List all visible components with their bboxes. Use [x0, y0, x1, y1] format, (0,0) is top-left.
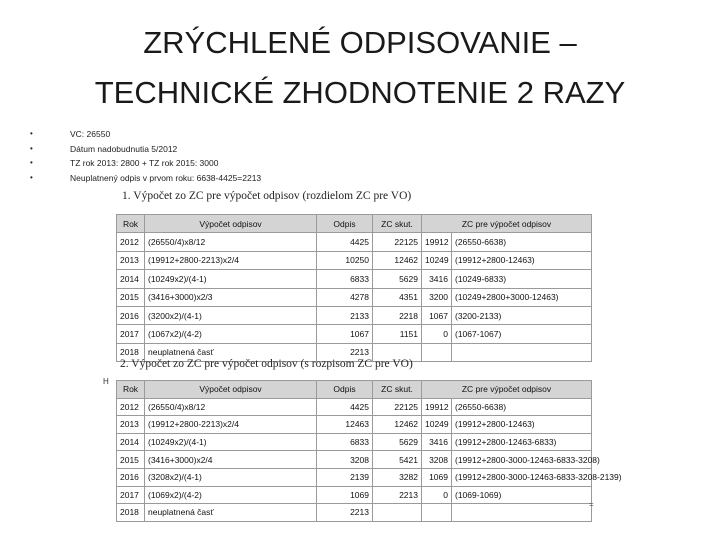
- cell-actual-residual: 4351: [373, 288, 422, 306]
- cell-residual-formula: (10249+2800+3000-12463): [452, 288, 592, 306]
- cell-depreciation: 2133: [317, 306, 373, 324]
- row-marker: H: [103, 377, 109, 386]
- cell-depreciation: 2213: [317, 343, 373, 361]
- cell-actual-residual: 3282: [373, 468, 422, 486]
- cell-year: 2018: [117, 343, 145, 361]
- table-row: [117, 504, 592, 522]
- bullet-item: [30, 142, 590, 157]
- bullet-item: [30, 171, 590, 186]
- cell-year: 2014: [117, 270, 145, 288]
- cell-year: 2016: [117, 468, 145, 486]
- header-cell-calculation: Výpočet odpisov: [145, 381, 317, 399]
- bullet-item: [30, 156, 590, 171]
- slide-title: [40, 18, 680, 118]
- table-row: [117, 288, 592, 306]
- table-row: [117, 416, 592, 434]
- cell-depreciation: 4425: [317, 398, 373, 416]
- table-row: [117, 398, 592, 416]
- cell-actual-residual: 22125: [373, 233, 422, 251]
- depreciation-table-1: [116, 214, 592, 362]
- cell-calculation: (26550/4)x8/12: [145, 233, 317, 251]
- table-row: [117, 270, 592, 288]
- cell-residual-value: 0: [422, 486, 452, 504]
- bullet-text: Dátum nadobudnutia 5/2012: [70, 143, 178, 154]
- cell-residual-formula: (19912+2800-12463-6833): [452, 433, 592, 451]
- cell-residual-value: [422, 343, 452, 361]
- cell-residual-value: 19912: [422, 398, 452, 416]
- bullet-marker: •: [30, 129, 33, 138]
- cell-calculation: (3208x2)/(4-1): [145, 468, 317, 486]
- table-1-body: [117, 233, 592, 362]
- cell-depreciation: 4278: [317, 288, 373, 306]
- cell-depreciation: 2139: [317, 468, 373, 486]
- cell-residual-formula: (19912+2800-3000-12463-6833-3208-2139): [452, 468, 592, 486]
- table-row: [117, 306, 592, 324]
- cell-calculation: (10249x2)/(4-1): [145, 433, 317, 451]
- table-row: [117, 251, 592, 269]
- header-cell-year: Rok: [117, 381, 145, 399]
- header-cell-residual-for-calc: ZC pre výpočet odpisov: [422, 215, 592, 233]
- cell-actual-residual: 5629: [373, 433, 422, 451]
- cell-calculation: (10249x2)/(4-1): [145, 270, 317, 288]
- cell-actual-residual: 12462: [373, 416, 422, 434]
- bullet-item: [30, 127, 590, 142]
- header-cell-actual-residual: ZC skut.: [373, 215, 422, 233]
- bullet-text: TZ rok 2013: 2800 + TZ rok 2015: 3000: [70, 158, 219, 168]
- cell-residual-formula: (19912+2800-12463): [452, 416, 592, 434]
- cell-actual-residual: 12462: [373, 251, 422, 269]
- cell-residual-value: 3416: [422, 270, 452, 288]
- cell-calculation: (3416+3000)x2/3: [145, 288, 317, 306]
- header-cell-residual-for-calc: ZC pre výpočet odpisov: [422, 381, 592, 399]
- cell-depreciation: 1067: [317, 325, 373, 343]
- cell-year: 2013: [117, 416, 145, 434]
- bullet-marker: •: [30, 158, 33, 167]
- cell-actual-residual: 2213: [373, 486, 422, 504]
- cell-year: 2015: [117, 288, 145, 306]
- cell-residual-formula: (26550-6638): [452, 398, 592, 416]
- cell-residual-value: 19912: [422, 233, 452, 251]
- cell-actual-residual: 5421: [373, 451, 422, 469]
- cell-residual-formula: (3200-2133): [452, 306, 592, 324]
- cell-residual-value: [422, 504, 452, 522]
- cell-residual-formula: [452, 343, 592, 361]
- cell-depreciation: 3208: [317, 451, 373, 469]
- cell-residual-formula: (19912+2800-3000-12463-6833-3208): [452, 451, 592, 469]
- cell-depreciation: 10250: [317, 251, 373, 269]
- cell-residual-value: 3416: [422, 433, 452, 451]
- cell-year: 2015: [117, 451, 145, 469]
- slide-title-line-2: TECHNICKÉ ZHODNOTENIE 2 RAZY: [94, 75, 626, 110]
- cell-depreciation: 6833: [317, 433, 373, 451]
- bullet-text: Neuplatnený odpis v prvom roku: 6638-4425=2213: [70, 172, 262, 183]
- bullet-marker: •: [30, 143, 33, 153]
- cell-year: 2012: [117, 233, 145, 251]
- header-cell-year: Rok: [117, 215, 145, 233]
- table-header-row: [117, 381, 592, 399]
- cell-depreciation: 4425: [317, 233, 373, 251]
- header-cell-depreciation: Odpis: [317, 381, 373, 399]
- table-row: [117, 433, 592, 451]
- cell-residual-formula: (1067-1067): [452, 325, 592, 343]
- cell-residual-value: 3208: [422, 451, 452, 469]
- table-row: [117, 486, 592, 504]
- cell-actual-residual: 2218: [373, 306, 422, 324]
- table-row: [117, 451, 592, 469]
- cell-year: 2012: [117, 398, 145, 416]
- cell-calculation: (1069x2)/(4-2): [145, 486, 317, 504]
- cell-depreciation: 1069: [317, 486, 373, 504]
- cell-residual-formula: [452, 504, 592, 522]
- table-header-row: [117, 215, 592, 233]
- cell-actual-residual: 5629: [373, 270, 422, 288]
- cell-year: 2017: [117, 325, 145, 343]
- cell-residual-value: 0: [422, 325, 452, 343]
- cell-residual-formula: (19912+2800-12463): [452, 251, 592, 269]
- cell-calculation: neuplatnená časť: [145, 343, 317, 361]
- cell-calculation: (1067x2)/(4-2): [145, 325, 317, 343]
- bullet-text: VC: 26550: [70, 129, 111, 139]
- table-2-title: 2. Výpočet zo ZC pre výpočet odpisov (s rozpisom ZC pre VO): [120, 358, 413, 370]
- page-marker: =: [589, 500, 594, 509]
- bullet-marker: •: [30, 172, 33, 182]
- table-row: [117, 468, 592, 486]
- cell-depreciation: 6833: [317, 270, 373, 288]
- cell-actual-residual: 22125: [373, 398, 422, 416]
- cell-actual-residual: [373, 504, 422, 522]
- cell-year: 2017: [117, 486, 145, 504]
- table-row: [117, 325, 592, 343]
- header-cell-calculation: Výpočet odpisov: [145, 215, 317, 233]
- cell-year: 2018: [117, 504, 145, 522]
- cell-calculation: (19912+2800-2213)x2/4: [145, 416, 317, 434]
- table-1-title: 1. Výpočet zo ZC pre výpočet odpisov (rozdielom ZC pre VO): [122, 190, 412, 202]
- cell-year: 2013: [117, 251, 145, 269]
- bullet-list: [30, 127, 590, 185]
- cell-depreciation: 12463: [317, 416, 373, 434]
- cell-actual-residual: 1151: [373, 325, 422, 343]
- cell-residual-formula: (10249-6833): [452, 270, 592, 288]
- cell-depreciation: 2213: [317, 504, 373, 522]
- cell-residual-formula: (26550-6638): [452, 233, 592, 251]
- cell-calculation: (26550/4)x8/12: [145, 398, 317, 416]
- cell-calculation: (3200x2)/(4-1): [145, 306, 317, 324]
- cell-residual-value: 3200: [422, 288, 452, 306]
- cell-year: 2016: [117, 306, 145, 324]
- cell-year: 2014: [117, 433, 145, 451]
- cell-residual-formula: (1069-1069): [452, 486, 592, 504]
- header-cell-actual-residual: ZC skut.: [373, 381, 422, 399]
- cell-calculation: (19912+2800-2213)x2/4: [145, 251, 317, 269]
- cell-calculation: neuplatnená časť: [145, 504, 317, 522]
- cell-residual-value: 1067: [422, 306, 452, 324]
- table-row: [117, 233, 592, 251]
- depreciation-table-2: [116, 380, 622, 522]
- cell-calculation: (3416+3000)x2/4: [145, 451, 317, 469]
- cell-residual-value: 1069: [422, 468, 452, 486]
- table-2-body: [117, 398, 622, 521]
- header-cell-depreciation: Odpis: [317, 215, 373, 233]
- cell-residual-value: 10249: [422, 251, 452, 269]
- cell-residual-value: 10249: [422, 416, 452, 434]
- slide-title-line-1: ZRÝCHLENÉ ODPISOVANIE –: [143, 25, 577, 60]
